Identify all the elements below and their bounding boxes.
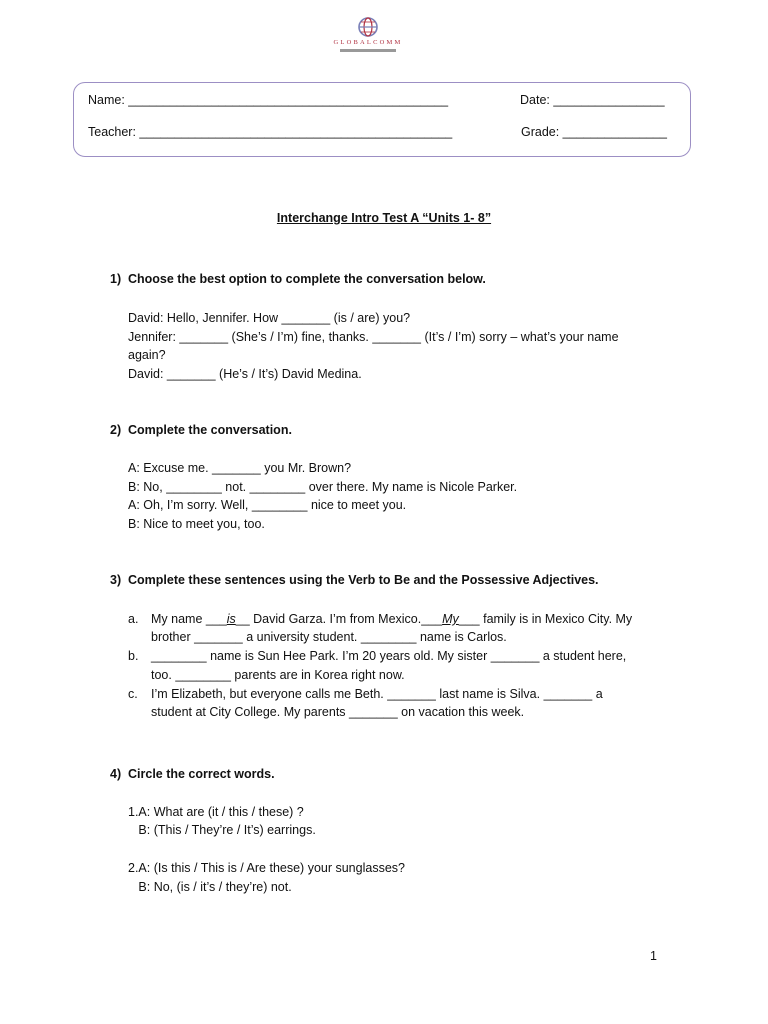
teacher-field[interactable]: Teacher: _____________________________________________ xyxy=(88,125,453,139)
q1-number: 1) xyxy=(110,272,122,286)
date-field[interactable]: Date: ________________ xyxy=(520,93,665,107)
q2-line: B: No, ________ not. ________ over there. My name is Nicole Parker. xyxy=(128,480,518,494)
q4-line: B: (This / They’re / It’s) earrings. xyxy=(128,823,316,837)
q1-line: again? xyxy=(128,348,166,362)
q3-b-line1: ________ name is Sun Hee Park. I’m 20 years old. My sister _______ a student here, xyxy=(151,649,627,663)
q2-prompt: Complete the conversation. xyxy=(128,423,292,437)
q3-c-line2: student at City College. My parents _______ on vacation this week. xyxy=(151,705,525,719)
q2-line: B: Nice to meet you, too. xyxy=(128,517,265,531)
grade-field[interactable]: Grade: _______________ xyxy=(521,125,667,139)
q1-line: David: Hello, Jennifer. How _______ (is / are) you? xyxy=(128,311,411,325)
q1-line: David: _______ (He’s / It’s) David Medina. xyxy=(128,367,362,381)
globalcomm-logo xyxy=(318,14,418,56)
q3-a-label: a. xyxy=(128,612,139,626)
q3-a-answer2: My xyxy=(442,612,459,626)
q3-c-label: c. xyxy=(128,687,138,701)
q4-line: 2.A: (Is this / This is / Are these) your sunglasses? xyxy=(128,861,405,875)
test-title: Interchange Intro Test A “Units 1- 8” xyxy=(276,211,492,225)
logo-tagline-bar xyxy=(340,49,396,52)
q3-prompt: Complete these sentences using the Verb to Be and the Possessive Adjectives. xyxy=(128,573,599,587)
q3-a-line2: brother _______ a university student. ________ name is Carlos. xyxy=(151,630,507,644)
q3-b-line2: too. ________ parents are in Korea right now. xyxy=(151,668,405,682)
q3-a-answer1: is xyxy=(226,612,236,626)
q1-line: Jennifer: _______ (She’s / I’m) fine, thanks. _______ (It’s / I’m) sorry – what’s your name xyxy=(128,330,619,344)
q2-number: 2) xyxy=(110,423,122,437)
q1-prompt: Choose the best option to complete the conversation below. xyxy=(128,272,486,286)
logo-brand: GLOBALCOMM xyxy=(333,39,403,46)
q2-line: A: Oh, I’m sorry. Well, ________ nice to meet you. xyxy=(128,498,407,512)
q4-prompt: Circle the correct words. xyxy=(128,767,275,781)
q3-c-line1: I’m Elizabeth, but everyone calls me Beth. _______ last name is Silva. _______ a xyxy=(151,687,603,701)
page-number: 1 xyxy=(650,949,657,963)
name-field[interactable]: Name: ______________________________________________ xyxy=(88,93,449,107)
q2-line: A: Excuse me. _______ you Mr. Brown? xyxy=(128,461,352,475)
q3-b-label: b. xyxy=(128,649,139,663)
globe-icon xyxy=(357,16,379,38)
q3-number: 3) xyxy=(110,573,122,587)
q3-a-line1: My name ___is__ David Garza. I’m from Mexico.___My___ family is in Mexico City. My xyxy=(151,612,633,626)
q4-number: 4) xyxy=(110,767,122,781)
q4-line: 1.A: What are (it / this / these) ? xyxy=(128,805,304,819)
q4-line: B: No, (is / it’s / they’re) not. xyxy=(128,880,292,894)
